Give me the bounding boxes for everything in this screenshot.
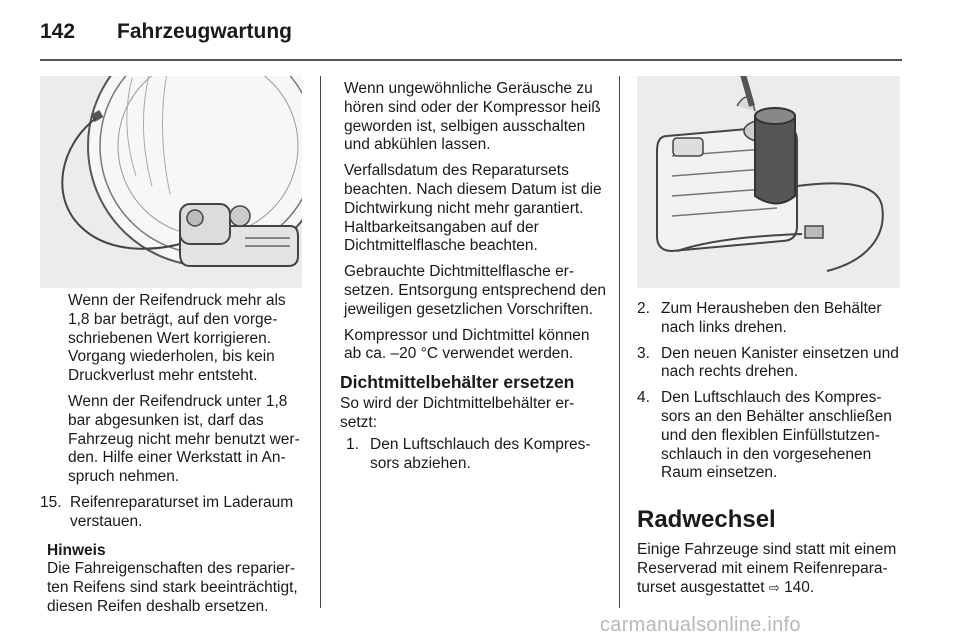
step-number: 3. (637, 344, 650, 362)
note-title: Hinweis (47, 541, 106, 559)
step-number: 15. (40, 493, 62, 511)
paragraph-pressure-above: Wenn der Reifendruck mehr als 1,8 bar beträgt, auf den vorgeschriebenen Wert korrigieren. Vorgang wiederholen, bis kein Druckverlust mehr entsteht. (68, 292, 286, 385)
watermark: carmanualsonline.info (600, 614, 801, 636)
step-number: 4. (637, 389, 650, 407)
column-divider-2 (619, 76, 620, 608)
step-3 (637, 345, 903, 383)
section-title-wheel-change: Radwechsel (637, 506, 776, 534)
paragraph-expiry: Verfallsdatum des Reparatursets beachten. Nach diesem Datum ist die Dichtwirkung nicht mehr garantiert. Haltbarkeitsangaben auf der Dichtmittelflasche beachten. (344, 162, 602, 255)
column-left (40, 292, 309, 617)
step-text: Den Luftschlauch des Kompressors abziehen. (370, 435, 591, 472)
page-ref-arrow-icon[interactable]: ⇨ (768, 580, 780, 596)
step-4 (637, 389, 903, 483)
header-rule (40, 59, 902, 61)
column-divider-1 (320, 76, 321, 608)
step-list-col2 (340, 436, 606, 474)
page-ref-link[interactable]: 140. (784, 578, 815, 596)
step-text: Reifenreparaturset im Laderaum verstauen. (70, 493, 294, 530)
step-15 (40, 494, 309, 532)
paragraph-temperature: Kompressor und Dichtmittel können ab ca. –20 °C verwendet werden. (344, 326, 590, 363)
step-1 (346, 436, 606, 474)
paragraph-pressure-below: Wenn der Reifendruck unter 1,8 bar abgesunken ist, darf das Fahrzeug nicht mehr benutzt werden. Hilfe einer Werkstatt in Anspruch nehmen. (68, 392, 300, 486)
step-number: 2. (637, 300, 650, 317)
paragraph-noise: Wenn ungewöhnliche Geräusche zu hören sind oder der Kompressor heiß geworden ist, selbigen ausschalten und abkühlen lassen. (344, 80, 601, 154)
step-text: Den Luftschlauch des Kompressors an den Behälter anschließen und den flexiblen Einfüllstutzenschlauch in den vorgesehenen Raum einsetzen. (661, 389, 892, 482)
step-2 (637, 300, 903, 338)
section-title-sealant: Dichtmittelbehälter ersetzen (340, 372, 575, 393)
page-header (40, 14, 292, 50)
paragraph-wheel-change (637, 541, 903, 598)
column-middle (340, 80, 606, 480)
step-text: Zum Herausheben den Behälter nach links drehen. (661, 300, 882, 336)
paragraph-disposal: Gebrauchte Dichtmittelflasche ersetzen. Entsorgung entsprechend den jeweiligen gesetzlichen Vorschriften. (344, 263, 606, 318)
column-right (637, 300, 903, 599)
step-text: Den neuen Kanister einsetzen und nach rechts drehen. (661, 344, 899, 381)
step-list-col3 (637, 300, 903, 483)
page-title: Fahrzeugwartung (117, 20, 293, 43)
paragraph-intro: So wird der Dichtmittelbehälter ersetzt: (340, 395, 575, 431)
page-number: 142 (40, 20, 76, 43)
step-number: 1. (346, 435, 359, 453)
sealant-bottle-illustration (637, 76, 900, 288)
tire-compressor-illustration (40, 76, 302, 288)
paragraph-text: Einige Fahrzeuge sind statt mit einem Reserverad mit einem Reifenreparaturset ausgestattet (637, 541, 897, 596)
note-text: Die Fahreigenschaften des reparierten Reifens sind stark beeinträchtigt, diesen Reifen deshalb ersetzen. (47, 560, 298, 615)
